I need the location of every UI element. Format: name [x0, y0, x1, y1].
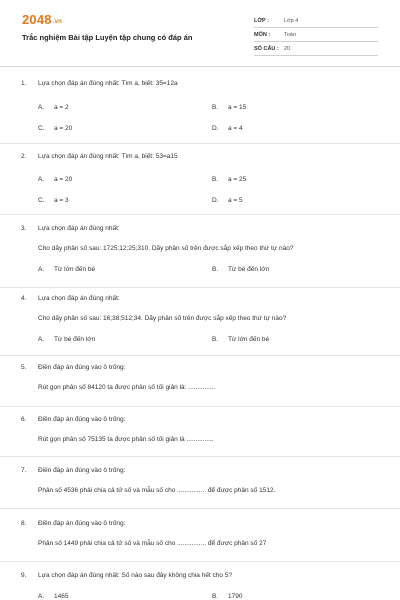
- question-number: 6.: [21, 416, 27, 423]
- option-a[interactable]: A. a = 2: [38, 104, 69, 111]
- question-stem: Điền đáp án đúng vào ô trống:: [38, 416, 126, 423]
- question-separator: [0, 287, 400, 288]
- question-stem: Lựa chọn đáp án đúng nhất: Tìm a, biết: 53=a15: [38, 153, 178, 160]
- option-b[interactable]: B. 1790: [212, 593, 243, 600]
- question-body: Rút gọn phân số 84120 ta được phân số tối giản là: ...............: [38, 384, 216, 391]
- option-b[interactable]: B. a = 25: [212, 176, 247, 183]
- option-a[interactable]: A. 1465: [38, 593, 69, 600]
- meta-grade-value: Lớp 4: [284, 18, 299, 24]
- option-d[interactable]: D. a = 4: [212, 125, 243, 132]
- logo-text: 2048: [22, 12, 52, 27]
- question-number: 4.: [21, 295, 27, 302]
- meta-count-label: SỐ CÂU :: [254, 46, 279, 52]
- option-c[interactable]: C. a = 20: [38, 125, 73, 132]
- question-body: Cho dãy phân số sau: 16;38;512;34. Dãy phân số trên được sắp xếp theo thứ tự nào?: [38, 315, 287, 322]
- site-logo[interactable]: [22, 12, 62, 27]
- meta-count-value: 20: [284, 46, 291, 52]
- question-stem: Lựa chọn đáp án đúng nhất: Số nào sau đây không chia hết cho 5?: [38, 572, 233, 579]
- question-separator: [0, 143, 400, 144]
- meta-subject-label: MÔN :: [254, 32, 271, 38]
- option-b[interactable]: B. a = 15: [212, 104, 247, 111]
- meta-count: [254, 43, 378, 56]
- document-title: Trắc nghiệm Bài tập Luyện tập chung có đáp án: [22, 33, 193, 42]
- option-a[interactable]: A. a = 20: [38, 176, 73, 183]
- question-number: 5.: [21, 364, 27, 371]
- page-header: [0, 0, 400, 66]
- question-body: Cho dãy phân số sau: 1725;12;25;310. Dãy phân số trên được sắp xếp theo thứ tự nào?: [38, 245, 294, 252]
- option-d[interactable]: D. a = 5: [212, 197, 243, 204]
- question-separator: [0, 406, 400, 407]
- question-number: 7.: [21, 467, 27, 474]
- header-divider: [0, 66, 400, 67]
- question-number: 1.: [21, 80, 27, 87]
- question-stem: Lựa chọn đáp án đúng nhất:: [38, 225, 120, 232]
- meta-grade-label: LỚP :: [254, 18, 269, 24]
- meta-subject-value: Toán: [284, 32, 296, 38]
- option-a[interactable]: A. Từ bé đến lớn: [38, 336, 96, 343]
- question-separator: [0, 214, 400, 215]
- option-c[interactable]: C. a = 3: [38, 197, 69, 204]
- question-stem: Lựa chọn đáp án đúng nhất:: [38, 295, 120, 302]
- question-number: 2.: [21, 153, 27, 160]
- question-separator: [0, 456, 400, 457]
- question-stem: Điền đáp án đúng vào ô trống:: [38, 364, 126, 371]
- option-a[interactable]: A. Từ lớn đến bé: [38, 266, 96, 273]
- question-number: 9.: [21, 572, 27, 579]
- meta-subject: [254, 29, 378, 42]
- question-number: 8.: [21, 520, 27, 527]
- question-body: Phân số 1449 phải chia cả tử số và mẫu số cho ................ để được phân số 27: [38, 540, 267, 547]
- option-b[interactable]: B. Từ bé đến lớn: [212, 266, 270, 273]
- question-body: Rút gọn phân số 75135 ta được phân số tối giản là ...............: [38, 436, 214, 443]
- option-b[interactable]: B. Từ lớn đến bé: [212, 336, 270, 343]
- question-separator: [0, 561, 400, 562]
- question-stem: Điền đáp án đúng vào ô trống:: [38, 467, 126, 474]
- question-number: 3.: [21, 225, 27, 232]
- question-body: Phân số 4536 phải chia cả tử số và mẫu số cho ................ để được phân số 1512.: [38, 487, 276, 494]
- logo-suffix: .vn: [52, 19, 63, 25]
- question-separator: [0, 355, 400, 356]
- question-separator: [0, 508, 400, 509]
- question-stem: Lựa chọn đáp án đúng nhất: Tìm a, biết: 35=12a: [38, 80, 178, 87]
- question-stem: Điền đáp án đúng vào ô trống:: [38, 520, 126, 527]
- meta-grade: [254, 15, 378, 28]
